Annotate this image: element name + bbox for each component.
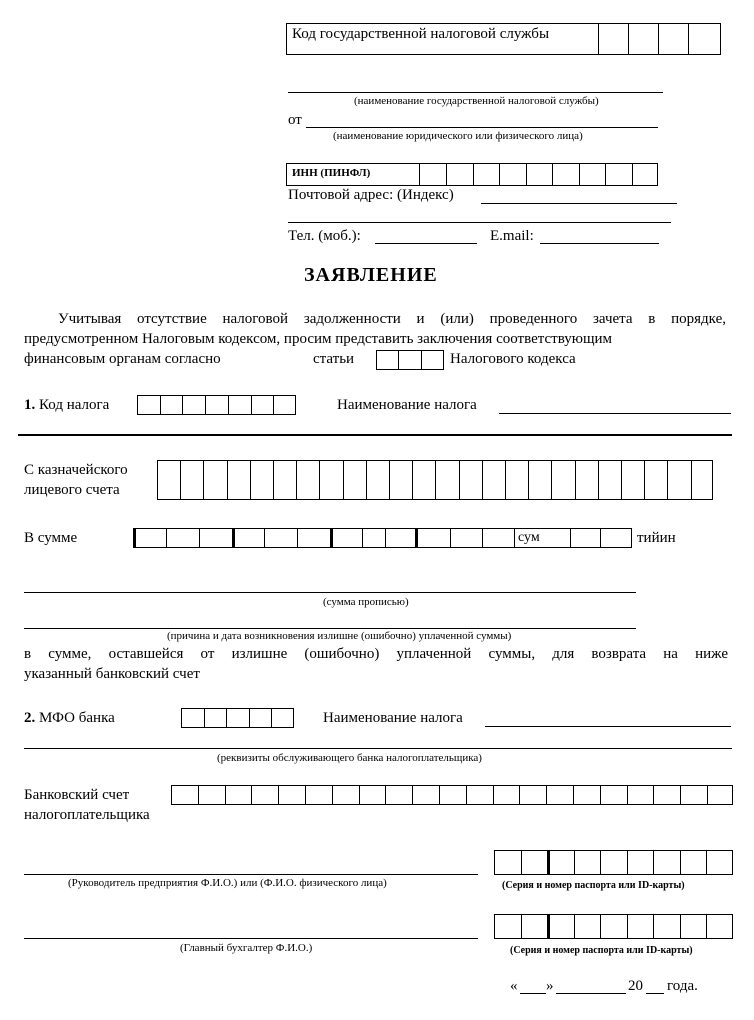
cell-divider: [389, 460, 390, 500]
account-label-2: налогоплательщика: [24, 807, 150, 823]
head-signature-field[interactable]: [24, 874, 478, 875]
cell-divider: [505, 460, 506, 500]
cell-divider: [627, 914, 628, 939]
section-1-number: 1.: [24, 397, 36, 413]
cell-divider: [574, 914, 575, 939]
cell-divider: [653, 785, 654, 805]
cell-divider: [198, 785, 199, 805]
cell-divider: [600, 914, 601, 939]
amount-box[interactable]: [133, 528, 632, 548]
cell-divider: [250, 460, 251, 500]
cell-divider: [264, 528, 265, 548]
tiyin-unit-label: тийин: [637, 530, 676, 546]
cell-divider: [296, 460, 297, 500]
cell-divider: [574, 850, 575, 875]
cell-divider: [450, 528, 451, 548]
cell-divider: [204, 708, 205, 728]
tax-service-code-label: Код государственной налоговой службы: [292, 26, 550, 42]
cell-divider: [228, 395, 229, 415]
from-field[interactable]: [306, 127, 658, 128]
cell-divider: [232, 528, 235, 548]
article-label: статьи: [313, 351, 355, 367]
cell-divider: [278, 785, 279, 805]
accountant-signature-field[interactable]: [24, 938, 478, 939]
cell-divider: [385, 528, 386, 548]
cell-divider: [627, 850, 628, 875]
mfo-box[interactable]: [181, 708, 294, 728]
amount-label: В сумме: [24, 530, 78, 546]
cell-divider: [435, 460, 436, 500]
phone-field[interactable]: [375, 243, 477, 244]
cell-divider: [446, 163, 447, 186]
date-month-field[interactable]: [556, 993, 626, 994]
bank-details-field[interactable]: [24, 748, 732, 749]
cell-divider: [706, 850, 707, 875]
tax-name-label: Наименование налога: [337, 397, 477, 413]
postal-field[interactable]: [481, 203, 677, 204]
cell-divider: [579, 163, 580, 186]
cell-divider: [547, 914, 550, 939]
cell-divider: [514, 528, 515, 548]
tax-code-ref-label: Налогового кодекса: [450, 351, 576, 367]
cell-divider: [385, 785, 386, 805]
cell-divider: [225, 785, 226, 805]
cell-divider: [521, 914, 522, 939]
treasury-label-1: С казначейского: [24, 462, 128, 478]
cell-divider: [680, 914, 681, 939]
phone-label: Тел. (моб.):: [288, 228, 361, 244]
tax-name-label-2: Наименование налога: [323, 710, 463, 726]
treasury-label-2: лицевого счета: [24, 482, 120, 498]
cell-divider: [305, 785, 306, 805]
cell-divider: [412, 460, 413, 500]
section-divider: [18, 434, 732, 436]
date-close-quote: »: [546, 978, 554, 994]
cell-divider: [199, 528, 200, 548]
cell-divider: [570, 528, 571, 548]
cell-divider: [251, 785, 252, 805]
email-label: E.mail:: [490, 228, 534, 244]
from-caption: (наименование юридического или физического лица): [333, 130, 583, 142]
cell-divider: [366, 460, 367, 500]
sum-unit-label: сум: [518, 530, 540, 545]
cell-divider: [459, 460, 460, 500]
passport-caption-1: (Серия и номер паспорта или ID-карты): [502, 880, 685, 891]
cell-divider: [598, 460, 599, 500]
cell-divider: [412, 785, 413, 805]
cell-divider: [203, 460, 204, 500]
amount-words-caption: (сумма прописью): [323, 596, 409, 608]
cell-divider: [133, 528, 136, 548]
cell-divider: [227, 460, 228, 500]
cell-divider: [332, 785, 333, 805]
cell-divider: [680, 850, 681, 875]
passport-box-1[interactable]: [494, 850, 733, 875]
cell-divider: [166, 528, 167, 548]
intro-line-1: Учитывая отсутствие налоговой задолженности и (или) проведенного зачета в порядке,: [58, 311, 726, 327]
cell-divider: [343, 460, 344, 500]
document-title: ЗАЯВЛЕНИЕ: [304, 264, 438, 286]
cell-divider: [359, 785, 360, 805]
cell-divider: [667, 460, 668, 500]
cell-divider: [600, 528, 601, 548]
date-year-suffix: года.: [667, 978, 698, 994]
cell-divider: [551, 460, 552, 500]
bank-account-box[interactable]: [171, 785, 733, 805]
cell-divider: [627, 785, 628, 805]
cell-divider: [466, 785, 467, 805]
cell-divider: [273, 460, 274, 500]
cell-divider: [415, 528, 418, 548]
cell-divider: [691, 460, 692, 500]
remainder-text-1: в сумме, оставшейся от излишне (ошибочно) уплаченной суммы, для возврата на ниже: [24, 646, 728, 662]
cell-divider: [271, 708, 272, 728]
cell-divider: [521, 850, 522, 875]
section-1-heading: [24, 397, 109, 414]
cell-divider: [419, 163, 420, 186]
cell-divider: [297, 528, 298, 548]
account-label-1: Банковский счет: [24, 787, 130, 803]
cell-divider: [439, 785, 440, 805]
passport-caption-2: (Серия и номер паспорта или ID-карты): [510, 945, 693, 956]
tax-service-name-caption: (наименование государственной налоговой службы): [354, 95, 599, 107]
cell-divider: [632, 163, 633, 186]
cell-divider: [706, 914, 707, 939]
cell-divider: [573, 785, 574, 805]
cell-divider: [600, 785, 601, 805]
from-label: от: [288, 112, 302, 128]
tax-name-field-2[interactable]: [485, 726, 731, 727]
cell-divider: [621, 460, 622, 500]
reason-caption: (причина и дата возникновения излишне (ошибочно) уплаченной суммы): [167, 630, 512, 642]
email-field[interactable]: [540, 243, 659, 244]
accountant-signature-caption: (Главный бухгалтер Ф.И.О.): [180, 942, 313, 954]
cell-divider: [180, 460, 181, 500]
date-open-quote: «: [510, 978, 518, 994]
cell-divider: [600, 850, 601, 875]
bank-details-caption: (реквизиты обслуживающего банка налогоплательщика): [217, 752, 482, 764]
inn-label: ИНН (ПИНФЛ): [292, 167, 371, 179]
cell-divider: [330, 528, 333, 548]
cell-divider: [528, 460, 529, 500]
cell-divider: [546, 785, 547, 805]
cell-divider: [526, 163, 527, 186]
amount-words-field[interactable]: [24, 592, 636, 593]
date-day-field[interactable]: [520, 993, 546, 994]
tax-name-field[interactable]: [499, 413, 731, 414]
cell-divider: [473, 163, 474, 186]
cell-divider: [205, 395, 206, 415]
tax-code-label: Код налога: [39, 397, 110, 413]
cell-divider: [605, 163, 606, 186]
passport-box-2[interactable]: [494, 914, 733, 939]
mfo-label: МФО банка: [39, 710, 115, 726]
cell-divider: [653, 914, 654, 939]
intro-line-2: предусмотренном Налоговым кодексом, просим представить заключения соответствующим: [24, 331, 613, 347]
cell-divider: [482, 528, 483, 548]
cell-divider: [493, 785, 494, 805]
cell-divider: [273, 395, 274, 415]
cell-divider: [319, 460, 320, 500]
section-2-number: 2.: [24, 710, 36, 726]
address-field[interactable]: [288, 222, 671, 223]
remainder-text-2: указанный банковский счет: [24, 666, 200, 682]
reason-field[interactable]: [24, 628, 636, 629]
cell-divider: [575, 460, 576, 500]
cell-divider: [182, 395, 183, 415]
cell-divider: [547, 850, 550, 875]
cell-divider: [160, 395, 161, 415]
cell-divider: [653, 850, 654, 875]
date-year-field[interactable]: [646, 993, 664, 994]
cell-divider: [482, 460, 483, 500]
cell-divider: [707, 785, 708, 805]
cell-divider: [362, 528, 363, 548]
cell-divider: [519, 785, 520, 805]
article-number-box[interactable]: [376, 350, 444, 370]
cell-divider: [249, 708, 250, 728]
intro-line-3: финансовым органам согласно: [24, 351, 221, 367]
cell-divider: [499, 163, 500, 186]
cell-divider: [644, 460, 645, 500]
cell-divider: [680, 785, 681, 805]
postal-label: Почтовой адрес: (Индекс): [288, 187, 454, 203]
tax-code-box[interactable]: [137, 395, 296, 415]
section-2-heading: [24, 710, 115, 727]
head-signature-caption: (Руководитель предприятия Ф.И.О.) или (Ф.И.О. физического лица): [68, 877, 387, 889]
tax-service-name-field[interactable]: [288, 92, 663, 93]
cell-divider: [251, 395, 252, 415]
date-year-prefix: 20: [628, 978, 643, 994]
cell-divider: [226, 708, 227, 728]
cell-divider: [552, 163, 553, 186]
